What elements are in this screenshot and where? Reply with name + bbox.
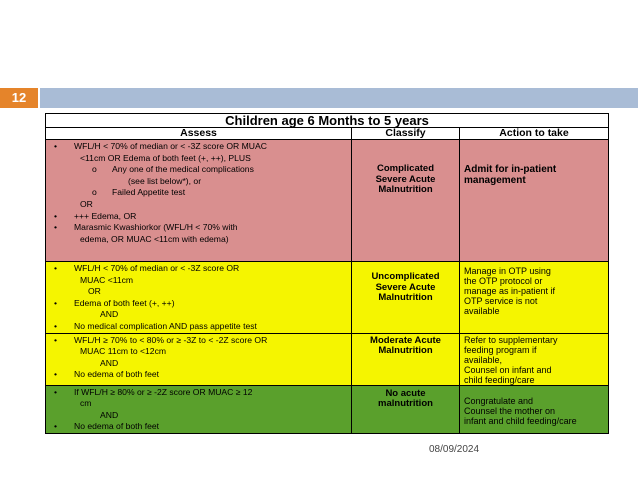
assess-cell xyxy=(46,262,352,334)
assess-line: AND xyxy=(100,309,119,320)
classify-line: Complicated xyxy=(376,163,434,174)
header-action: Action to take xyxy=(460,128,609,140)
assess-cell xyxy=(46,140,352,262)
classify-line: No acute xyxy=(385,387,426,399)
assess-line: • Edema of both feet (+, ++) xyxy=(48,298,349,310)
slide-date: 08/09/2024 xyxy=(429,444,480,455)
action-line: Refer to supplementary xyxy=(464,334,558,345)
classify-line: Malnutrition xyxy=(378,184,433,195)
assess-line: • WFL/H < 70% of median or < -3Z score OR MUAC xyxy=(48,141,349,153)
action-line: Manage in OTP using xyxy=(464,266,551,276)
table-title: Children age 6 Months to 5 years xyxy=(46,114,609,128)
assess-cell xyxy=(46,333,352,385)
classify-line: Moderate Acute xyxy=(370,334,441,346)
assess-line: • No medical complication AND pass appetite test xyxy=(48,321,349,333)
action-line: the OTP protocol or xyxy=(464,276,543,286)
table-row-no-malnutrition xyxy=(46,385,609,433)
action-cell xyxy=(460,385,609,433)
assess-line: • WFL/H < 70% of median or < -3Z score OR xyxy=(48,263,349,275)
action-line: infant and child feeding/care xyxy=(464,415,577,426)
classify-line: Severe Acute xyxy=(375,281,436,293)
action-line: OTP service is not xyxy=(464,296,538,306)
assess-line: cm xyxy=(80,398,92,409)
assess-line: <11cm OR Edema of both feet (+, ++), PLUS xyxy=(80,152,251,163)
bullet-icon: • xyxy=(54,386,58,397)
action-line: available, xyxy=(464,354,503,365)
bullet-icon: • xyxy=(54,334,58,345)
classify-line: Severe Acute xyxy=(375,173,436,185)
assess-line: o Failed Appetite test xyxy=(92,187,186,198)
table-row-moderate xyxy=(46,333,609,385)
circle-bullet-icon: o xyxy=(92,164,97,175)
slide-number: 12 xyxy=(0,88,38,108)
action-cell xyxy=(460,140,609,262)
assess-line: edema, OR MUAC <11cm with edema) xyxy=(80,233,229,244)
action-line: manage as in-patient if xyxy=(464,286,556,296)
classify-line: malnutrition xyxy=(378,398,433,410)
action-line: child feeding/care xyxy=(464,374,535,385)
bullet-icon: • xyxy=(54,222,58,233)
action-line: available xyxy=(464,306,500,316)
header-classify: Classify xyxy=(352,128,460,140)
bullet-icon: • xyxy=(54,210,58,221)
classify-cell xyxy=(352,385,460,433)
action-line: Admit for in-patient xyxy=(464,164,557,175)
assess-line: • WFL/H ≥ 70% to < 80% or ≥ -3Z to < -2Z score OR xyxy=(48,335,349,347)
assess-line: o Any one of the medical complications xyxy=(92,164,254,175)
assess-cell xyxy=(46,385,352,433)
classify-line: Uncomplicated xyxy=(371,271,440,282)
assess-line: • If WFL/H ≥ 80% or ≥ -2Z score OR MUAC ≥ 12 xyxy=(48,387,349,399)
assess-line: AND xyxy=(100,409,119,420)
action-line: Counsel the mother on xyxy=(464,405,556,416)
assess-line: • No edema of both feet xyxy=(48,421,349,433)
table-row-complicated-sam xyxy=(46,140,609,262)
action-line: management xyxy=(464,175,526,186)
action-cell xyxy=(460,262,609,334)
header-assess: Assess xyxy=(46,128,352,140)
assess-line: • No edema of both feet xyxy=(48,369,349,381)
classify-line: Malnutrition xyxy=(378,292,433,303)
classify-line: Malnutrition xyxy=(378,345,433,357)
classification-table xyxy=(45,113,608,432)
assess-line: MUAC <11cm xyxy=(80,274,134,285)
circle-bullet-icon: o xyxy=(92,187,97,198)
assess-line: OR xyxy=(80,198,93,209)
assess-line: • +++ Edema, OR xyxy=(48,211,349,223)
action-line: Counsel on infant and xyxy=(464,364,552,375)
header-bar xyxy=(40,88,638,108)
bullet-icon: • xyxy=(54,320,58,331)
assess-line: OR xyxy=(88,286,101,297)
action-cell xyxy=(460,333,609,385)
bullet-icon: • xyxy=(54,369,58,380)
classify-cell xyxy=(352,333,460,385)
bullet-icon: • xyxy=(54,421,58,432)
table-row-uncomplicated-sam xyxy=(46,262,609,334)
classify-cell xyxy=(352,140,460,262)
bullet-icon: • xyxy=(54,141,58,151)
assess-line: (see list below*), or xyxy=(128,175,202,186)
action-line: feeding program if xyxy=(464,344,537,355)
bullet-icon: • xyxy=(54,297,58,308)
assess-line: MUAC 11cm to <12cm xyxy=(80,346,167,357)
classify-cell xyxy=(352,262,460,334)
bullet-icon: • xyxy=(54,263,58,273)
action-line: Congratulate and xyxy=(464,395,534,406)
assess-line: AND xyxy=(100,357,119,368)
assess-line: • Marasmic Kwashiorkor (WFL/H < 70% with xyxy=(48,222,349,234)
